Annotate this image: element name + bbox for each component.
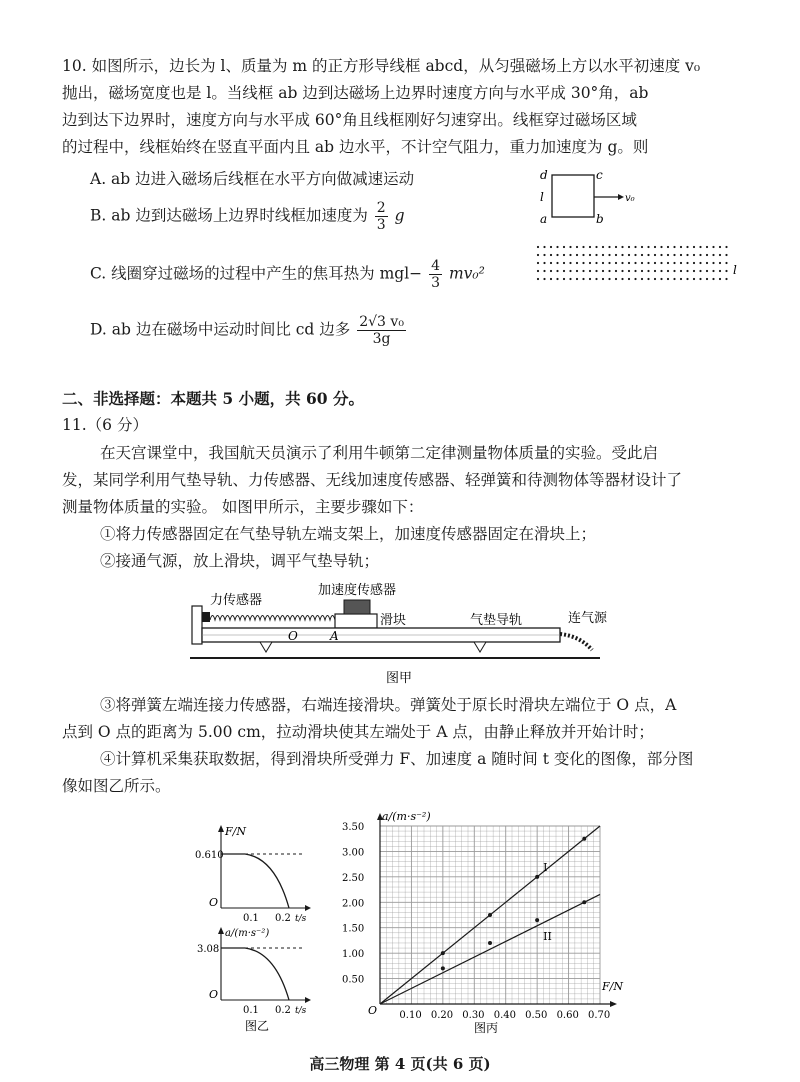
top-t1: 0.1 [243, 913, 259, 924]
acc-sensor-label: 加速度传感器 [318, 583, 397, 598]
field-dot [641, 246, 643, 248]
field-dot [582, 270, 584, 272]
q10-line-2: 抛出，磁场宽度也是 l。当线框 ab 边到达磁场上边界时速度方向与水平成 30°角，ab [62, 84, 649, 102]
field-dot [673, 270, 675, 272]
field-dot [654, 270, 656, 272]
field-dot [641, 254, 643, 256]
field-dot [569, 278, 571, 280]
field-dot [576, 254, 578, 256]
bot-xlabel: t/s [295, 1006, 307, 1016]
field-dot [556, 262, 558, 264]
field-dot [699, 254, 701, 256]
field-dot [641, 262, 643, 264]
field-dot [563, 254, 565, 256]
field-dot [719, 278, 721, 280]
field-dot [680, 254, 682, 256]
field-dot [660, 246, 662, 248]
field-dot [602, 270, 604, 272]
field-dot [686, 254, 688, 256]
field-dot [686, 270, 688, 272]
field-dot [712, 278, 714, 280]
field-dot [615, 246, 617, 248]
series-line [380, 894, 600, 1004]
field-dot [537, 246, 539, 248]
field-dot [699, 278, 701, 280]
field-dot [634, 278, 636, 280]
acc-sensor-box [344, 600, 370, 614]
q10-option-b: B. ab 边到达磁场上边界时线框加速度为 $\frac{2}{3}$ g [90, 200, 405, 233]
bot-x-arrow [305, 997, 311, 1003]
field-dot [712, 262, 714, 264]
x-tick-label: 0.40 [493, 1010, 516, 1021]
field-dot [673, 246, 675, 248]
field-dot [628, 254, 630, 256]
field-dot [563, 278, 565, 280]
air-hose [560, 634, 592, 650]
field-dot [712, 270, 714, 272]
field-dot [595, 270, 597, 272]
field-dot [621, 270, 623, 272]
field-dot [550, 254, 552, 256]
field-dot [673, 262, 675, 264]
point-o-label: O [288, 629, 298, 643]
field-dot [673, 254, 675, 256]
field-dot [543, 246, 545, 248]
y-tick-label: 2.00 [342, 898, 365, 910]
figure-yi-caption: 图乙 [245, 1019, 270, 1033]
field-dot [706, 262, 708, 264]
field-dot [680, 278, 682, 280]
x-tick-label: 0.10 [399, 1010, 422, 1021]
field-dot [621, 262, 623, 264]
force-sensor-label: 力传感器 [210, 593, 263, 608]
field-dot [680, 270, 682, 272]
field-dot [725, 270, 727, 272]
data-point [488, 941, 492, 945]
x-tick-label: 0.50 [525, 1010, 548, 1021]
top-x-arrow [305, 905, 311, 911]
field-dot [576, 246, 578, 248]
chart-caption: 图丙 [474, 1021, 499, 1035]
field-dot [576, 278, 578, 280]
field-dot [608, 246, 610, 248]
field-dot [608, 270, 610, 272]
field-dot [615, 254, 617, 256]
chart-series [380, 826, 600, 1004]
data-point [441, 951, 445, 955]
field-dot [621, 278, 623, 280]
field-dot [602, 278, 604, 280]
field-dot [660, 254, 662, 256]
label-c: c [596, 168, 603, 182]
field-dot [667, 270, 669, 272]
field-dot [569, 246, 571, 248]
field-dot [712, 254, 714, 256]
magnetic-field-dots [537, 246, 728, 280]
field-dot [621, 254, 623, 256]
field-dot [634, 254, 636, 256]
spring [210, 616, 335, 621]
slider-label: 滑块 [380, 613, 407, 628]
field-dot [719, 254, 721, 256]
field-dot [576, 270, 578, 272]
bot-yval: 3.08 [197, 944, 220, 955]
field-dot [595, 254, 597, 256]
field-dot [537, 278, 539, 280]
y-tick-label: 2.50 [342, 872, 365, 884]
q11-step-1: ①将力传感器固定在气垫导轨左端支架上，加速度传感器固定在滑块上； [100, 525, 597, 543]
field-dot [693, 262, 695, 264]
field-dot [706, 278, 708, 280]
q11-step-3: ③将弹簧左端连接力传感器，右端连接滑块。弹簧处于原长时滑块左端位于 O 点，A [100, 696, 677, 714]
field-dot [647, 262, 649, 264]
chart-xlabel: F/N [602, 980, 623, 993]
field-dot [654, 246, 656, 248]
field-dot [537, 254, 539, 256]
field-dot [660, 270, 662, 272]
label-v0: v₀ [625, 193, 635, 204]
field-dot [706, 246, 708, 248]
field-dot [667, 278, 669, 280]
field-dot [628, 262, 630, 264]
field-dot [589, 246, 591, 248]
field-dot [543, 270, 545, 272]
field-dot [654, 262, 656, 264]
field-dot [615, 270, 617, 272]
y-tick-label: 1.00 [342, 949, 365, 961]
field-dot [686, 278, 688, 280]
y-tick-label: 1.50 [342, 923, 365, 935]
field-dot [582, 254, 584, 256]
point-a-label: A [330, 629, 339, 643]
data-point [535, 875, 539, 879]
field-dot [647, 278, 649, 280]
field-dot [608, 254, 610, 256]
label-l: l [540, 190, 544, 204]
bot-t2: 0.2 [275, 1005, 291, 1016]
acceleration-curve [221, 948, 289, 1000]
data-point [488, 913, 492, 917]
x-arrow [610, 1001, 617, 1007]
field-dot [706, 254, 708, 256]
field-dot [673, 278, 675, 280]
data-point [582, 900, 586, 904]
left-bracket [192, 606, 202, 644]
label-a: a [540, 212, 548, 226]
q10-figure [530, 165, 750, 300]
field-dot [621, 246, 623, 248]
field-dot [699, 270, 701, 272]
data-point [535, 918, 539, 922]
x-tick-label: 0.60 [556, 1010, 579, 1021]
top-yval: 0.610 [195, 850, 224, 861]
q11-line-1: 在天宫课堂中，我国航天员演示了利用牛顿第二定律测量物体质量的实验。受此启 [100, 444, 659, 462]
field-dot [543, 254, 545, 256]
force-curve [221, 854, 289, 908]
field-dot [725, 262, 727, 264]
field-dot [556, 270, 558, 272]
field-dot [686, 246, 688, 248]
data-point [582, 837, 586, 841]
y-tick-label: 0.50 [342, 974, 365, 986]
chart-ylabel: a/(m·s⁻²) [382, 810, 431, 823]
field-dot [576, 262, 578, 264]
field-dot [582, 278, 584, 280]
page-footer: 高三物理 第 4 页(共 6 页) [309, 1055, 491, 1073]
field-dot [569, 270, 571, 272]
field-dot [569, 254, 571, 256]
label-d: d [540, 168, 548, 182]
field-dot [667, 246, 669, 248]
field-dot [628, 270, 630, 272]
field-dot [556, 278, 558, 280]
chart-origin: O [368, 1004, 378, 1017]
x-tick-label: 0.30 [462, 1010, 485, 1021]
wire-frame [552, 175, 594, 217]
field-dot [589, 270, 591, 272]
series-label: II [543, 930, 552, 944]
figure-jia [180, 578, 620, 688]
x-tick-label: 0.70 [588, 1010, 611, 1021]
field-dot [608, 278, 610, 280]
bot-origin: O [209, 988, 219, 1001]
field-dot [608, 262, 610, 264]
top-xlabel: t/s [295, 914, 307, 924]
field-dot [634, 262, 636, 264]
field-dot [589, 262, 591, 264]
field-dot [615, 262, 617, 264]
figure-jia-caption: 图甲 [386, 671, 413, 686]
field-dot [628, 246, 630, 248]
field-dot [589, 278, 591, 280]
left-leg [260, 642, 272, 652]
field-dot [647, 246, 649, 248]
field-dot [693, 254, 695, 256]
q10-option-d: D. ab 边在磁场中运动时间比 cd 边多 $\frac{\text{2√3 v₀}}{3g}$ [90, 314, 404, 347]
figure-yi [195, 822, 325, 1032]
bot-t1: 0.1 [243, 1005, 259, 1016]
q10-line-3: 边到达下边界时，速度方向与水平成 60°角且线框刚好匀速穿出。线框穿过磁场区域 [62, 111, 637, 129]
field-dot [654, 278, 656, 280]
field-dot [537, 262, 539, 264]
q11-step-4: ④计算机采集获取数据，得到滑块所受弹力 F、加速度 a 随时间 t 变化的图像，部分图 [100, 750, 694, 768]
field-dot [667, 254, 669, 256]
field-dot [615, 278, 617, 280]
field-dot [563, 246, 565, 248]
field-dot [667, 262, 669, 264]
field-dot [569, 262, 571, 264]
velocity-arrowhead [618, 194, 624, 200]
field-dot [706, 270, 708, 272]
data-point [441, 966, 445, 970]
field-dot [634, 246, 636, 248]
x-tick-label: 0.20 [430, 1010, 454, 1021]
top-y-arrow [218, 825, 224, 832]
field-dot [719, 270, 721, 272]
air-source-label: 连气源 [568, 611, 608, 626]
field-dot [602, 254, 604, 256]
field-dot [556, 246, 558, 248]
field-dot [641, 278, 643, 280]
q11-step-2: ②接通气源，放上滑块，调平气垫导轨； [100, 552, 380, 570]
y-tick-label: 3.00 [342, 847, 365, 859]
field-dot [595, 262, 597, 264]
track-label: 气垫导轨 [470, 613, 523, 628]
field-dot [693, 270, 695, 272]
field-dot [595, 278, 597, 280]
q11-line-2: 发，某同学利用气垫导轨、力传感器、无线加速度传感器、轻弹簧和待测物体等器材设计了 [62, 471, 683, 489]
field-dot [556, 254, 558, 256]
field-dot [537, 270, 539, 272]
field-dot [582, 262, 584, 264]
field-dot [563, 262, 565, 264]
field-dot [654, 254, 656, 256]
field-dot [660, 262, 662, 264]
slider-block [335, 614, 377, 628]
q11-line-4: 点到 O 点的距离为 5.00 cm，拉动滑块使其左端处于 A 点，由静止释放并开始计时； [62, 723, 654, 741]
field-dot [660, 278, 662, 280]
q10-line-1: 10. 如图所示，边长为 l、质量为 m 的正方形导线框 abcd，从匀强磁场上方以水平初速度 v₀ [62, 57, 701, 75]
field-dot [550, 270, 552, 272]
field-dot [693, 278, 695, 280]
bot-ylabel: a/(m·s⁻²) [225, 928, 270, 939]
field-width-label: l [733, 263, 737, 277]
q11-line-5: 像如图乙所示。 [62, 777, 171, 795]
force-sensor [202, 612, 210, 622]
field-dot [634, 270, 636, 272]
field-dot [680, 246, 682, 248]
field-dot [647, 270, 649, 272]
field-dot [725, 246, 727, 248]
field-dot [712, 246, 714, 248]
field-dot [563, 270, 565, 272]
section-heading: 二、非选择题：本题共 5 小题，共 60 分。 [62, 389, 364, 408]
field-dot [647, 254, 649, 256]
field-dot [550, 278, 552, 280]
label-b: b [596, 212, 604, 226]
q11-line-3: 测量物体质量的实验。 如图甲所示，主要步骤如下： [62, 498, 424, 516]
series-label: I [543, 860, 548, 874]
field-dot [719, 246, 721, 248]
bot-y-arrow [218, 927, 224, 934]
field-dot [602, 262, 604, 264]
field-dot [582, 246, 584, 248]
field-dot [602, 246, 604, 248]
field-dot [699, 262, 701, 264]
top-origin: O [209, 896, 219, 909]
field-dot [543, 278, 545, 280]
q10-option-a: A. ab 边进入磁场后线框在水平方向做减速运动 [90, 170, 415, 188]
field-dot [550, 246, 552, 248]
q11-header: 11.（6 分） [62, 416, 148, 434]
y-tick-label: 3.50 [342, 822, 365, 833]
field-dot [680, 262, 682, 264]
field-dot [589, 254, 591, 256]
field-dot [693, 246, 695, 248]
top-ylabel: F/N [225, 825, 246, 838]
field-dot [719, 262, 721, 264]
field-dot [543, 262, 545, 264]
field-dot [595, 246, 597, 248]
field-dot [725, 278, 727, 280]
field-dot [641, 270, 643, 272]
field-dot [628, 278, 630, 280]
top-t2: 0.2 [275, 913, 291, 924]
field-dot [699, 246, 701, 248]
field-dot [686, 262, 688, 264]
right-leg [474, 642, 486, 652]
q10-option-c: C. 线圈穿过磁场的过程中产生的焦耳热为 mgl− $\frac{4}{3}$ mv₀² [90, 258, 485, 291]
q10-line-4: 的过程中，线框始终在竖直平面内且 ab 边水平，不计空气阻力，重力加速度为 g。则 [62, 138, 649, 156]
field-dot [550, 262, 552, 264]
figure-bing-chart [340, 808, 623, 1038]
field-dot [725, 254, 727, 256]
